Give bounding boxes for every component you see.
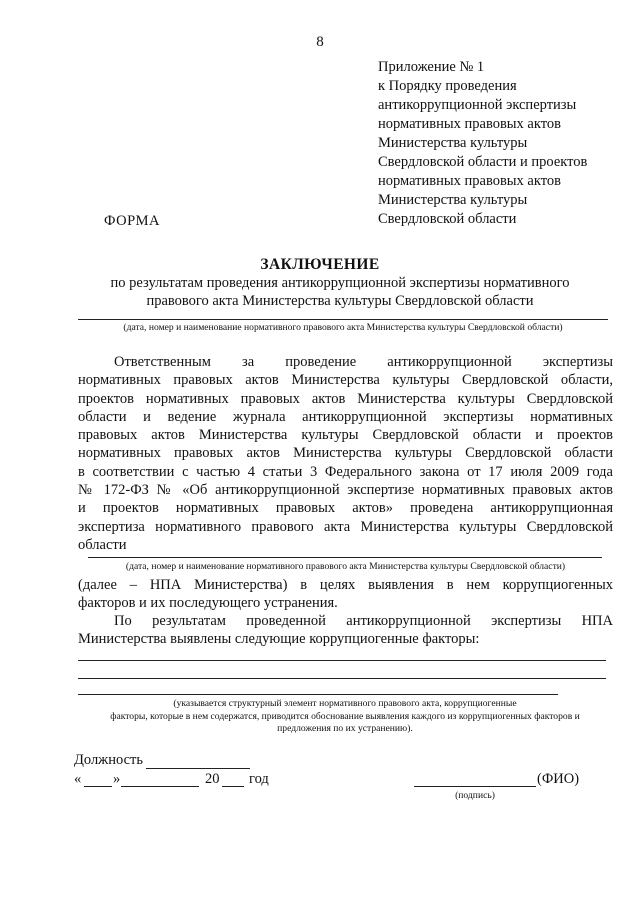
- appendix-line: Министерства культуры: [378, 192, 528, 208]
- paragraph-main: [78, 353, 613, 554]
- paragraph-line: области и ведение журнала антикоррупционной экспертизы нормативных: [78, 408, 613, 425]
- subtitle-line: правового акта Министерства культуры Свердловской области: [146, 293, 534, 309]
- signature-fill-line[interactable]: [414, 786, 536, 787]
- act-caption: (дата, номер и наименование нормативного правового акта Министерства культуры Свердловской области): [123, 322, 563, 333]
- subtitle-line: по результатам проведения антикоррупционной экспертизы нормативного: [110, 275, 570, 291]
- appendix-line: Приложение № 1: [378, 59, 485, 75]
- paragraph-line: правовых актов Министерства культуры Свердловской области и проектов: [78, 427, 613, 444]
- signature-caption: (подпись): [455, 790, 495, 801]
- note-line: факторы, которые в нем содержатся, приводится обоснование выявления каждого из коррупциогенных факторов и: [110, 710, 580, 722]
- paragraph-line: нормативных правовых актов Министерства культуры Свердловской области,: [78, 372, 613, 389]
- paragraph-line: экспертиза нормативного правового акта Министерства культуры Свердловской: [78, 518, 613, 535]
- date-year-prefix: 20: [205, 771, 220, 787]
- paragraph-line: области: [78, 536, 127, 553]
- date-open-quote: «: [74, 771, 82, 787]
- paragraph-line: Министерства выявлены следующие коррупциогенные факторы:: [78, 631, 480, 648]
- act-caption-2: (дата, номер и наименование нормативного правового акта Министерства культуры Свердловской области): [125, 561, 566, 572]
- date-month-fill[interactable]: [121, 786, 199, 787]
- date-day-fill[interactable]: [84, 786, 112, 787]
- paragraph-line: нормативных правовых актов Министерства культуры Свердловской области: [78, 445, 613, 462]
- paragraph-line: и проектов нормативных правовых актов» проведена антикоррупционная: [78, 500, 613, 517]
- factors-fill-line-3[interactable]: [78, 694, 558, 695]
- date-year-fill[interactable]: [222, 786, 244, 787]
- appendix-line: Свердловской области: [378, 211, 517, 227]
- appendix-line: к Порядку проведения: [378, 78, 517, 94]
- act-fill-line-2[interactable]: [88, 557, 602, 558]
- factors-fill-line-2[interactable]: [78, 678, 606, 679]
- paragraph-results: [78, 612, 613, 649]
- appendix-line: антикоррупционной экспертизы: [378, 97, 577, 113]
- document-title: ЗАКЛЮЧЕНИЕ: [260, 256, 380, 273]
- document-subtitle: [60, 274, 620, 310]
- paragraph-line: факторов и их последующего устранения.: [78, 595, 338, 612]
- position-fill-line[interactable]: [146, 768, 250, 769]
- paragraph-line: Ответственным за проведение антикоррупционной экспертизы: [114, 354, 613, 370]
- appendix-line: нормативных правовых актов: [378, 173, 561, 189]
- factors-fill-line-1[interactable]: [78, 660, 606, 661]
- paragraph-line: (далее – НПА Министерства) в целях выявления в нем коррупциогенных: [78, 577, 613, 593]
- paragraph-line: № 172-ФЗ № «Об антикоррупционной экспертизе нормативных правовых актов: [78, 482, 613, 499]
- note-line: предложения по их устранению).: [277, 723, 413, 734]
- paragraph-line: в соответствии с частью 4 статьи 3 Федерального закона от 17 июля 2009 года: [78, 463, 613, 480]
- position-label: Должность: [74, 752, 143, 768]
- appendix-line: Свердловской области и проектов: [378, 154, 588, 170]
- date-close-quote: »: [113, 771, 121, 787]
- date-year-suffix: год: [249, 771, 269, 787]
- factors-note: [70, 698, 620, 736]
- page-number: 8: [316, 34, 324, 50]
- appendix-block: [378, 58, 587, 229]
- paragraph-line: проектов нормативных правовых актов Министерства культуры Свердловской: [78, 390, 613, 407]
- paragraph-line: По результатам проведенной антикоррупционной экспертизы НПА: [114, 613, 613, 629]
- appendix-line: Министерства культуры: [378, 135, 528, 151]
- act-fill-line[interactable]: [78, 319, 608, 320]
- fio-label: (ФИО): [537, 771, 580, 787]
- note-line: (указывается структурный элемент нормативного правового акта, коррупциогенные: [173, 698, 517, 709]
- form-label: ФОРМА: [104, 213, 161, 229]
- paragraph-continuation: [78, 576, 613, 613]
- appendix-line: нормативных правовых актов: [378, 116, 561, 132]
